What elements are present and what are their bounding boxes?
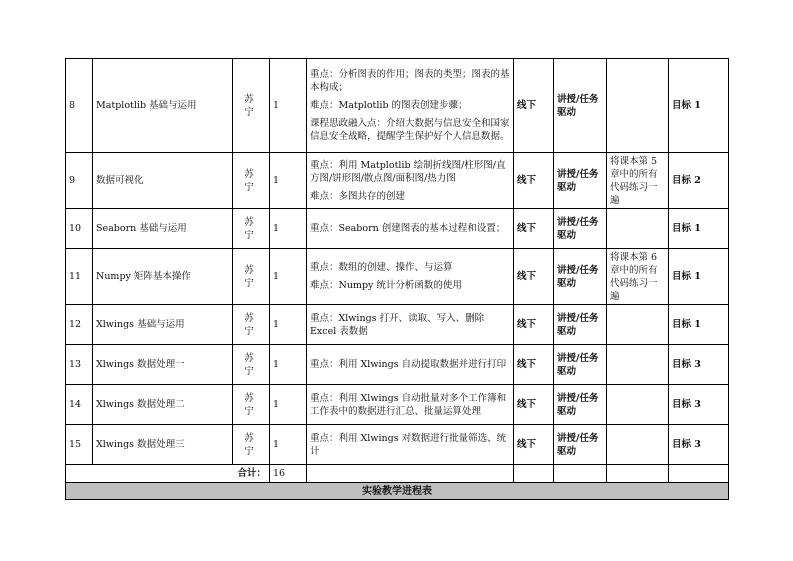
content-line: 重点：Xlwings 打开、读取、写入、删除 Excel 表数据: [310, 312, 485, 337]
content-line: 重点：数组的创建、操作、与运算: [310, 262, 453, 273]
course-goal: 目标 1: [669, 249, 729, 305]
course-goal: 目标 3: [669, 425, 729, 465]
lesson-number: 12: [66, 305, 93, 345]
schedule-rows: [66, 59, 729, 465]
table-row: [66, 59, 729, 153]
lesson-content: [307, 345, 514, 385]
homework-note: 将课本第 6 章中的所有代码练习一遍: [607, 249, 669, 305]
lesson-content: [307, 305, 514, 345]
lesson-number: 13: [66, 345, 93, 385]
course-goal: 目标 3: [669, 385, 729, 425]
teaching-mode: 线下: [514, 305, 554, 345]
teaching-method: 讲授/任务驱动: [554, 425, 607, 465]
course-goal: 目标 1: [669, 305, 729, 345]
total-hours: 16: [270, 465, 307, 483]
lesson-hours: 1: [270, 209, 307, 249]
teaching-mode: 线下: [514, 425, 554, 465]
lesson-hours: 1: [270, 305, 307, 345]
total-empty-cell: [514, 465, 554, 483]
content-line: 重点：利用 Xlwings 对数据进行批量筛选、统计: [310, 432, 507, 457]
lesson-hours: 1: [270, 385, 307, 425]
lesson-title: 数据可视化: [93, 153, 233, 209]
table-row: [66, 425, 729, 465]
content-line: 重点：利用 Xlwings 自动提取数据并进行打印: [310, 359, 507, 370]
lesson-number: 10: [66, 209, 93, 249]
teacher-name: 苏 宁: [233, 153, 270, 209]
lesson-number: 9: [66, 153, 93, 209]
section-header-row: [66, 483, 729, 500]
lesson-content: [307, 59, 514, 153]
content-line: 重点：利用 Xlwings 自动批量对多个工作簿和工作表中的数据进行汇总、批量运算处理: [310, 392, 507, 417]
lesson-title: Xlwings 基础与运用: [93, 305, 233, 345]
total-row: [66, 465, 729, 483]
lesson-title: Xlwings 数据处理三: [93, 425, 233, 465]
course-goal: 目标 3: [669, 345, 729, 385]
teacher-name: 苏 宁: [233, 209, 270, 249]
teaching-mode: 线下: [514, 59, 554, 153]
course-goal: 目标 2: [669, 153, 729, 209]
course-goal: 目标 1: [669, 59, 729, 153]
total-empty-cell: [669, 465, 729, 483]
homework-note: [607, 209, 669, 249]
table-row: [66, 345, 729, 385]
lesson-title: Seaborn 基础与运用: [93, 209, 233, 249]
teaching-method: 讲授/任务驱动: [554, 209, 607, 249]
lesson-number: 15: [66, 425, 93, 465]
homework-note: [607, 385, 669, 425]
homework-note: [607, 59, 669, 153]
content-line: 难点：Matplotlib 的图表创建步骤；: [310, 100, 468, 111]
table-row: [66, 249, 729, 305]
homework-note: [607, 345, 669, 385]
homework-note: [607, 425, 669, 465]
teaching-mode: 线下: [514, 153, 554, 209]
teaching-mode: 线下: [514, 249, 554, 305]
teacher-name: 苏 宁: [233, 425, 270, 465]
teaching-method: 讲授/任务驱动: [554, 249, 607, 305]
content-line: 课程思政融入点：介绍大数据与信息安全和国家信息安全战略，提醒学生保护好个人信息数据。: [310, 118, 510, 142]
lesson-hours: 1: [270, 153, 307, 209]
total-empty-cell: [307, 465, 514, 483]
teacher-name: 苏 宁: [233, 305, 270, 345]
content-line: 重点：Seaborn 创建图表的基本过程和设置；: [310, 223, 506, 234]
teacher-name: 苏 宁: [233, 249, 270, 305]
lesson-content: [307, 249, 514, 305]
content-line: 难点：多图共存的创建: [310, 190, 406, 202]
lesson-title: Xlwings 数据处理二: [93, 385, 233, 425]
lesson-number: 14: [66, 385, 93, 425]
teaching-mode: 线下: [514, 209, 554, 249]
homework-note: 将课本第 5 章中的所有代码练习一遍: [607, 153, 669, 209]
lesson-content: [307, 385, 514, 425]
lesson-content: [307, 209, 514, 249]
lesson-hours: 1: [270, 59, 307, 153]
lesson-title: Xlwings 数据处理一: [93, 345, 233, 385]
lesson-number: 8: [66, 59, 93, 153]
content-line: 难点：Numpy 统计分析函数的使用: [310, 280, 462, 291]
table-row: [66, 385, 729, 425]
teaching-mode: 线下: [514, 385, 554, 425]
content-line: 重点：利用 Matplotlib 绘制折线图/柱形图/直方图/饼形图/散点图/面积图/热力图: [310, 159, 506, 184]
teaching-method: 讲授/任务驱动: [554, 385, 607, 425]
teaching-method: 讲授/任务驱动: [554, 153, 607, 209]
teaching-schedule-table: [65, 58, 729, 500]
content-line: 重点：分析图表的作用；图表的类型；图表的基本构成；: [310, 69, 510, 93]
homework-note: [607, 305, 669, 345]
lesson-content: [307, 153, 514, 209]
teaching-mode: 线下: [514, 345, 554, 385]
lesson-content: [307, 425, 514, 465]
section-title: 实验教学进程表: [66, 483, 729, 500]
lesson-title: Matplotlib 基础与运用: [93, 59, 233, 153]
teacher-name: 苏 宁: [233, 385, 270, 425]
course-goal: 目标 1: [669, 209, 729, 249]
total-label: 合计：: [66, 465, 270, 483]
lesson-number: 11: [66, 249, 93, 305]
teaching-method: 讲授/任务驱动: [554, 59, 607, 153]
total-empty-cell: [607, 465, 669, 483]
lesson-title: Numpy 矩阵基本操作: [93, 249, 233, 305]
teacher-name: 苏 宁: [233, 345, 270, 385]
teaching-method: 讲授/任务驱动: [554, 305, 607, 345]
table-row: [66, 153, 729, 209]
table-row: [66, 209, 729, 249]
teacher-name: 苏 宁: [233, 59, 270, 153]
lesson-hours: 1: [270, 345, 307, 385]
teaching-method: 讲授/任务驱动: [554, 345, 607, 385]
lesson-hours: 1: [270, 425, 307, 465]
total-empty-cell: [554, 465, 607, 483]
table-row: [66, 305, 729, 345]
lesson-hours: 1: [270, 249, 307, 305]
